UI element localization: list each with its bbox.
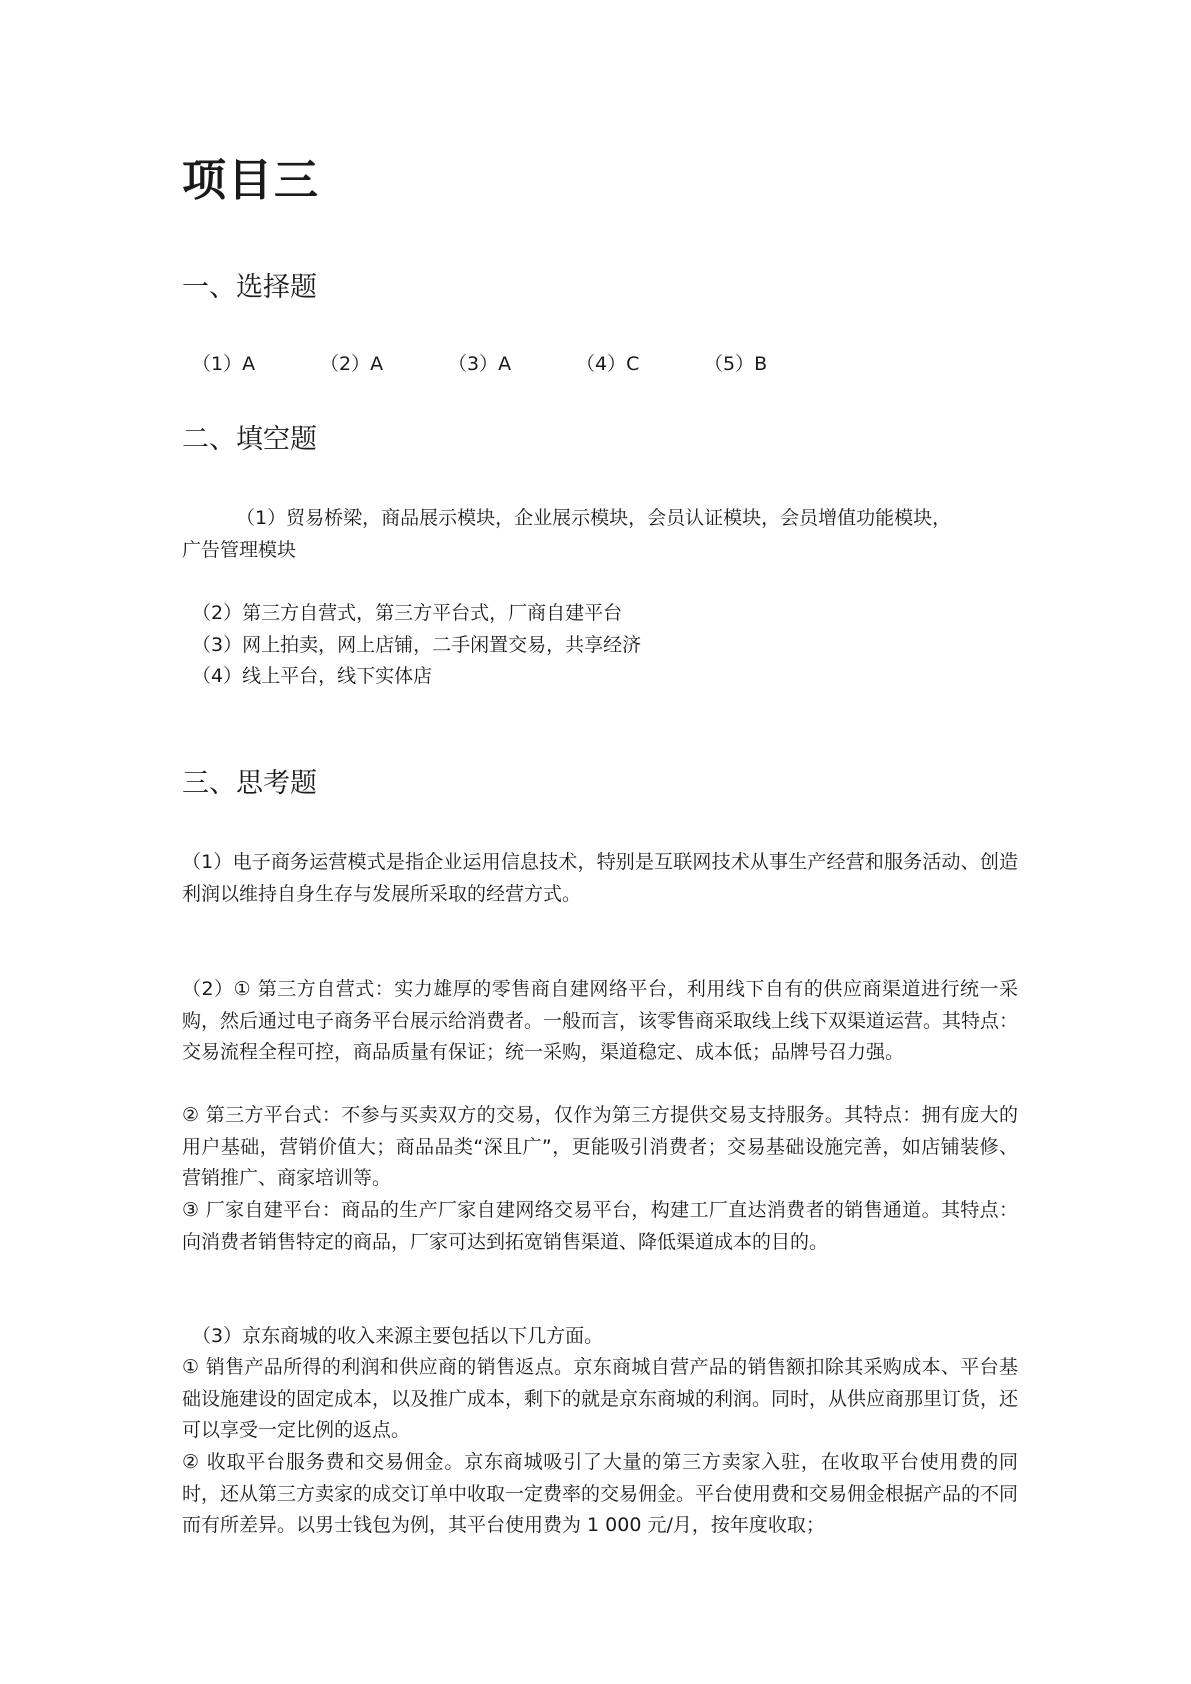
choice-answers xyxy=(192,350,832,378)
fill-item-4: （4）线上平台，线下实体店 xyxy=(192,665,433,687)
section-heading-think: 三、思考题 xyxy=(182,768,317,799)
answer-item: （2）A xyxy=(320,353,384,375)
section-heading-choice: 一、选择题 xyxy=(182,272,317,303)
think-q3-part-1: ① 销售产品所得的利润和供应商的销售返点。京东商城自营产品的销售额扣除其采购成本、平台基础设施建设的固定成本，以及推广成本，剩下的就是京东商城的利润。同时，从供应商那里订货，还可以享受一定比例的返点。 xyxy=(182,1356,1019,1441)
think-q2-part-2: ② 第三方平台式：不参与买卖双方的交易，仅作为第三方提供交易支持服务。其特点：拥有庞大的用户基础，营销价值大；商品品类“深且广”，更能吸引消费者；交易基础设施完善，如店铺装修、营销推广、商家培训等。 xyxy=(182,1104,1018,1189)
fill-item-2: （2）第三方自营式，第三方平台式，厂商自建平台 xyxy=(192,602,623,624)
answer-item: （5）B xyxy=(704,353,768,375)
fill-item-1-line-2: 广告管理模块 xyxy=(182,539,297,561)
fill-item-3: （3）网上拍卖，网上店铺，二手闲置交易，共享经济 xyxy=(192,634,642,656)
section-heading-fill: 二、填空题 xyxy=(182,424,317,455)
fill-item-1-line-1: （1）贸易桥梁，商品展示模块，企业展示模块，会员认证模块，会员增值功能模块， xyxy=(236,507,952,529)
think-q1: （1）电子商务运营模式是指企业运用信息技术，特别是互联网技术从事生产经营和服务活动、创造利润以维持自身生存与发展所采取的经营方式。 xyxy=(182,851,1018,905)
think-q2-part-3: ③ 厂家自建平台：商品的生产厂家自建网络交易平台，构建工厂直达消费者的销售通道。其特点：向消费者销售特定的商品，厂家可达到拓宽销售渠道、降低渠道成本的目的。 xyxy=(182,1199,1018,1253)
answer-item: （4）C xyxy=(576,353,640,375)
think-q3-intro: （3）京东商城的收入来源主要包括以下几方面。 xyxy=(192,1325,604,1347)
answer-item: （1）A xyxy=(192,353,256,375)
think-q3-part-2: ② 收取平台服务费和交易佣金。京东商城吸引了大量的第三方卖家入驻，在收取平台使用费的同时，还从第三方卖家的成交订单中收取一定费率的交易佣金。平台使用费和交易佣金根据产品的不同而有所差异。以男士钱包为例，其平台使用费为 1 000 元/月，按年度收取； xyxy=(182,1451,1019,1536)
page-title: 项目三 xyxy=(182,155,320,206)
answer-item: （3）A xyxy=(448,353,512,375)
think-q2-part-1: （2）① 第三方自营式：实力雄厚的零售商自建网络平台，利用线下自有的供应商渠道进行统一采购，然后通过电子商务平台展示给消费者。一般而言，该零售商采取线上线下双渠道运营。其特点：交易流程全程可控，商品质量有保证；统一采购，渠道稳定、成本低；品牌号召力强。 xyxy=(182,978,1019,1063)
